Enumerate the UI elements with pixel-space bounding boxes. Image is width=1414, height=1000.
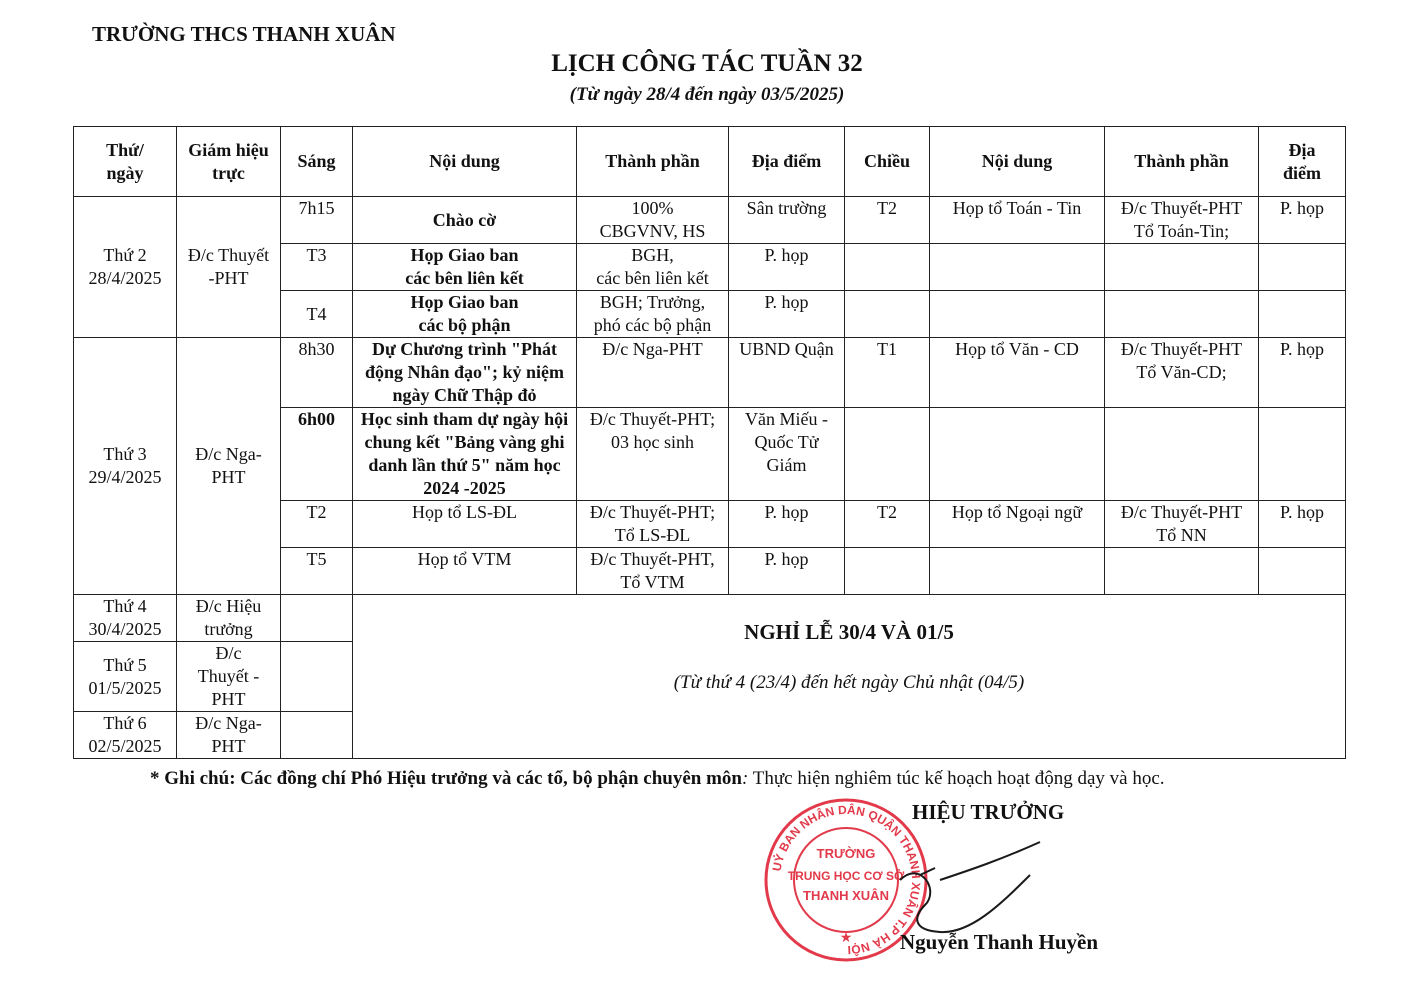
col-header-pm-place: Địa điểm: [1259, 127, 1346, 197]
am-members: 100% CBGVNV, HS: [577, 197, 729, 244]
am-place: P. họp: [729, 291, 845, 338]
pm-content: Họp tổ Ngoại ngữ: [930, 501, 1105, 548]
am-members: BGH, các bên liên kết: [577, 244, 729, 291]
seal-outer-text: UỶ BAN NHÂN DÂN QUẬN THANH XUÂN T.P HÀ NỘI: [769, 802, 924, 957]
principal-title: HIỆU TRƯỞNG: [912, 800, 1065, 824]
am-place: P. họp: [729, 501, 845, 548]
pm-content: Họp tổ Văn - CD: [930, 338, 1105, 408]
pm-place: P. họp: [1259, 501, 1346, 548]
col-header-am-place: Địa điểm: [729, 127, 845, 197]
col-header-pm-content: Nội dung: [930, 127, 1105, 197]
am-place: P. họp: [729, 244, 845, 291]
col-header-duty: Giám hiệu trực: [177, 127, 281, 197]
table-row: [74, 338, 1346, 408]
footnote-colon: :: [742, 768, 749, 789]
col-header-am-members: Thành phần: [577, 127, 729, 197]
am-time: 8h30: [281, 338, 353, 408]
holiday-notice: [353, 595, 1346, 759]
day-cell: Thứ 6 02/5/2025: [74, 712, 177, 759]
am-place: Văn Miếu - Quốc Tử Giám: [729, 408, 845, 501]
am-content: Học sinh tham dự ngày hội chung kết "Bảng vàng ghi danh lần thứ 5" năm học 2024 -2025: [353, 408, 577, 501]
pm-place: P. họp: [1259, 338, 1346, 408]
holiday-subtitle: (Từ thứ 4 (23/4) đến hết ngày Chủ nhật (04/5): [673, 672, 1025, 693]
am-time: T5: [281, 548, 353, 595]
am-time: T2: [281, 501, 353, 548]
am-place: Sân trường: [729, 197, 845, 244]
pm-members: Đ/c Thuyết-PHT Tổ Văn-CD;: [1105, 338, 1259, 408]
pm-time: [845, 548, 930, 595]
pm-members: [1105, 244, 1259, 291]
am-members: BGH; Trưởng, phó các bộ phận: [577, 291, 729, 338]
am-place: P. họp: [729, 548, 845, 595]
day-cell: Thứ 3 29/4/2025: [74, 338, 177, 595]
pm-members: [1105, 548, 1259, 595]
day-cell: Thứ 4 30/4/2025: [74, 595, 177, 642]
duty-cell: Đ/c Nga- PHT: [177, 712, 281, 759]
am-content: Dự Chương trình "Phát động Nhân đạo"; kỷ niệm ngày Chữ Thập đỏ: [353, 338, 577, 408]
am-members: Đ/c Nga-PHT: [577, 338, 729, 408]
pm-content: [930, 244, 1105, 291]
duty-cell: Đ/c Hiệu trưởng: [177, 595, 281, 642]
col-header-am-content: Nội dung: [353, 127, 577, 197]
day-cell: Thứ 2 28/4/2025: [74, 197, 177, 338]
seal-line-1: TRƯỜNG: [816, 846, 876, 861]
empty-time-cell: [281, 712, 353, 759]
col-header-afternoon: Chiều: [845, 127, 930, 197]
am-members: Đ/c Thuyết-PHT, Tổ VTM: [577, 548, 729, 595]
col-header-morning: Sáng: [281, 127, 353, 197]
col-header-pm-members: Thành phần: [1105, 127, 1259, 197]
empty-time-cell: [281, 642, 353, 712]
signer-name: Nguyễn Thanh Huyền: [900, 930, 1099, 954]
col-header-day: Thứ/ ngày: [74, 127, 177, 197]
footnote: [150, 768, 1165, 790]
pm-content: [930, 548, 1105, 595]
pm-place: [1259, 244, 1346, 291]
seal-star-icon: ★: [839, 929, 853, 945]
am-content: Chào cờ: [353, 197, 577, 244]
pm-place: [1259, 548, 1346, 595]
holiday-title: NGHỈ LỄ 30/4 VÀ 01/5: [744, 620, 954, 644]
duty-cell: Đ/c Nga- PHT: [177, 338, 281, 595]
pm-content: [930, 408, 1105, 501]
pm-members: Đ/c Thuyết-PHT Tổ NN: [1105, 501, 1259, 548]
table-row: [74, 197, 1346, 244]
am-time: T3: [281, 244, 353, 291]
page-title: LỊCH CÔNG TÁC TUẦN 32: [551, 50, 863, 77]
footnote-text: Thực hiện nghiêm túc kế hoạch hoạt động dạy và học.: [748, 768, 1165, 789]
pm-time: T1: [845, 338, 930, 408]
am-time: 6h00: [281, 408, 353, 501]
pm-time: [845, 408, 930, 501]
pm-time: [845, 291, 930, 338]
am-content: Họp tổ VTM: [353, 548, 577, 595]
duty-cell: Đ/c Thuyết - PHT: [177, 642, 281, 712]
pm-time: T2: [845, 501, 930, 548]
pm-members: Đ/c Thuyết-PHT Tổ Toán-Tin;: [1105, 197, 1259, 244]
pm-place: [1259, 291, 1346, 338]
am-members: Đ/c Thuyết-PHT; Tổ LS-ĐL: [577, 501, 729, 548]
am-content: Họp tổ LS-ĐL: [353, 501, 577, 548]
footnote-label: * Ghi chú: Các đồng chí Phó Hiệu trưởng và các tổ, bộ phận chuyên môn: [150, 768, 742, 789]
signature-mark: [880, 820, 1050, 940]
table-header-row: [74, 127, 1346, 197]
duty-cell: Đ/c Thuyết -PHT: [177, 197, 281, 338]
pm-members: [1105, 291, 1259, 338]
pm-members: [1105, 408, 1259, 501]
table-row: [74, 595, 1346, 642]
am-content: Họp Giao ban các bên liên kết: [353, 244, 577, 291]
date-range: (Từ ngày 28/4 đến ngày 03/5/2025): [569, 84, 845, 105]
pm-time: [845, 244, 930, 291]
am-place: UBND Quận: [729, 338, 845, 408]
signature-stroke: [900, 842, 1040, 932]
empty-time-cell: [281, 595, 353, 642]
pm-content: Họp tổ Toán - Tin: [930, 197, 1105, 244]
seal-line-2: TRUNG HỌC CƠ SỞ: [787, 869, 905, 883]
seal-line-3: THANH XUÂN: [803, 888, 889, 903]
am-time: T4: [281, 291, 353, 338]
pm-place: P. họp: [1259, 197, 1346, 244]
day-cell: Thứ 5 01/5/2025: [74, 642, 177, 712]
am-content: Họp Giao ban các bộ phận: [353, 291, 577, 338]
am-members: Đ/c Thuyết-PHT; 03 học sinh: [577, 408, 729, 501]
school-name: TRƯỜNG THCS THANH XUÂN: [92, 22, 396, 46]
schedule-table: [73, 126, 1346, 759]
am-time: 7h15: [281, 197, 353, 244]
pm-place: [1259, 408, 1346, 501]
pm-time: T2: [845, 197, 930, 244]
pm-content: [930, 291, 1105, 338]
